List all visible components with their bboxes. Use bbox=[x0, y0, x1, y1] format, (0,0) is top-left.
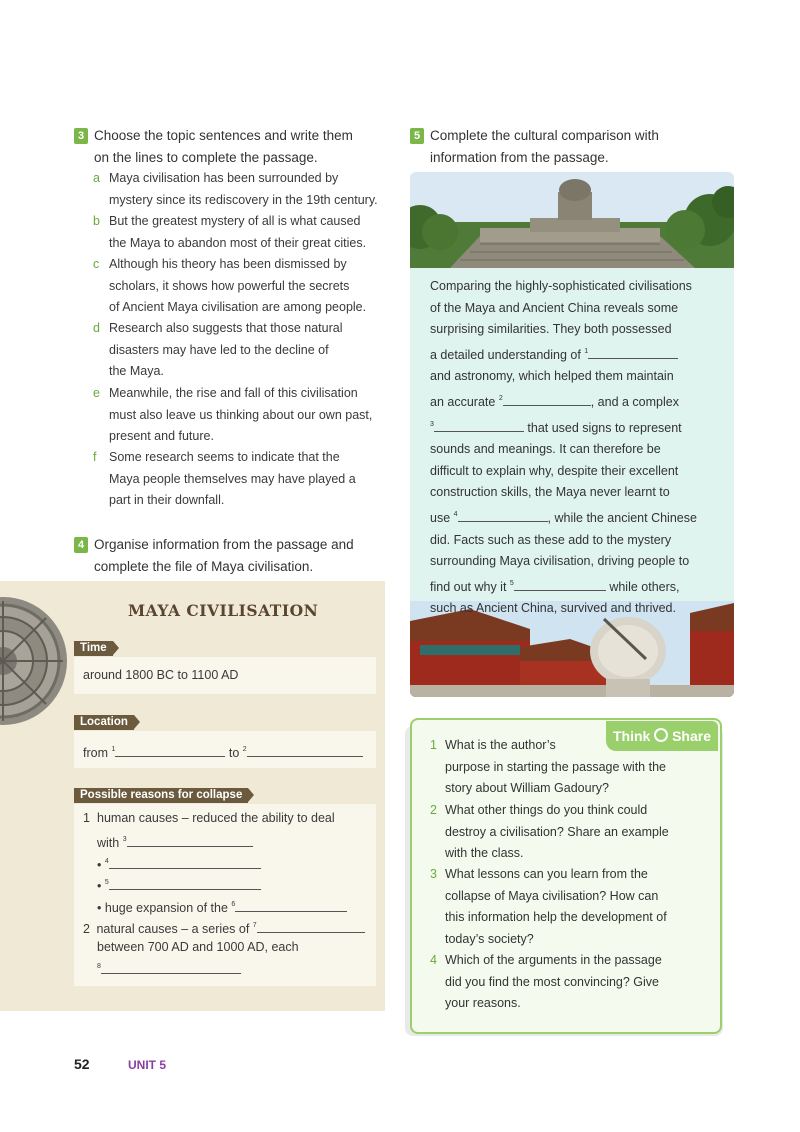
title-line: complete the file of Maya civilisation. bbox=[94, 558, 314, 574]
passage-line: construction skills, the Maya never learnt to bbox=[430, 485, 670, 500]
think-question-1 bbox=[430, 735, 715, 800]
blank-number: 5 bbox=[509, 579, 514, 587]
question-line: Which of the arguments in the passage bbox=[445, 953, 662, 967]
option-line: the Maya to abandon most of their great cities. bbox=[109, 235, 367, 250]
think-label: Think bbox=[612, 728, 651, 744]
blank-5[interactable] bbox=[109, 875, 261, 890]
option-line: Although his theory has been dismissed by bbox=[109, 257, 347, 271]
blank-number: 1 bbox=[111, 746, 116, 753]
blank-8[interactable] bbox=[101, 959, 241, 974]
passage-text: , while the ancient Chinese bbox=[547, 510, 697, 525]
passage-line-11 bbox=[430, 504, 720, 530]
passage-text: that used signs to represent bbox=[527, 420, 682, 435]
think-question-3 bbox=[430, 864, 715, 950]
option-b bbox=[93, 211, 367, 254]
question-line: with the class. bbox=[445, 846, 524, 861]
passage-line: did. Facts such as these add to the mystery bbox=[430, 532, 672, 547]
option-letter: b bbox=[93, 214, 100, 228]
unit-label: UNIT 5 bbox=[128, 1058, 167, 1072]
blank-number: 2 bbox=[498, 394, 503, 402]
blank-number: 4 bbox=[104, 858, 109, 865]
blank-number: 8 bbox=[97, 963, 101, 970]
option-line: Maya civilisation has been surrounded by bbox=[109, 171, 339, 185]
option-line: part in their downfall. bbox=[109, 493, 225, 507]
option-line: Maya people themselves may have played a bbox=[109, 471, 356, 486]
option-e bbox=[93, 383, 373, 448]
reason-2-line-2: between 700 AD and 1000 AD, each bbox=[97, 940, 299, 954]
question-number: 3 bbox=[430, 867, 437, 881]
passage-line: Comparing the highly-sophisticated civilisations bbox=[430, 279, 692, 293]
question-line: did you find the most convincing? Give bbox=[445, 974, 660, 989]
passage-line: and astronomy, which helped them maintain bbox=[430, 369, 674, 384]
option-letter: d bbox=[93, 321, 100, 335]
option-letter: c bbox=[93, 257, 100, 271]
passage-text: a detailed understanding of bbox=[430, 347, 581, 362]
reason-number: 2 bbox=[83, 922, 90, 936]
passage-text: , and a complex bbox=[590, 394, 679, 409]
bullet-text: huge expansion of the bbox=[104, 901, 228, 915]
option-line: Meanwhile, the rise and fall of this civilisation bbox=[109, 386, 358, 400]
question-number: 4 bbox=[430, 953, 437, 967]
option-c bbox=[93, 254, 367, 319]
blank-number: 5 bbox=[104, 879, 109, 886]
question-line: today’s society? bbox=[445, 931, 534, 946]
question-line: this information help the development of bbox=[445, 910, 667, 925]
blank-number: 7 bbox=[252, 922, 257, 929]
reason-1 bbox=[83, 808, 335, 830]
title-line: Organise information from the passage and bbox=[94, 537, 354, 552]
file-title: MAYA CIVILISATION bbox=[128, 601, 319, 620]
bullet-icon: • bbox=[97, 901, 102, 915]
passage-line-4 bbox=[430, 341, 720, 367]
with-label: with bbox=[97, 836, 120, 850]
to-label: to bbox=[228, 746, 240, 760]
option-letter: e bbox=[93, 386, 100, 400]
passage-blank-1[interactable] bbox=[588, 344, 678, 359]
reason-number: 1 bbox=[83, 811, 90, 825]
blank-number: 6 bbox=[231, 901, 236, 908]
location-tag: Location bbox=[74, 715, 134, 730]
passage-line: sounds and meanings. It can therefore be bbox=[430, 442, 661, 457]
blank-number: 3 bbox=[430, 420, 434, 428]
question-line: collapse of Maya civilisation? How can bbox=[445, 888, 659, 903]
passage-line-6 bbox=[430, 388, 720, 414]
exercise-3-title bbox=[94, 125, 353, 168]
exercise-4-title bbox=[94, 534, 354, 577]
passage-text: find out why it bbox=[430, 579, 507, 594]
blank-number: 3 bbox=[122, 836, 127, 843]
passage-text: an accurate bbox=[430, 394, 496, 409]
option-a bbox=[93, 168, 378, 211]
passage-blank-3[interactable] bbox=[434, 417, 524, 432]
option-letter: a bbox=[93, 171, 100, 185]
think-question-4 bbox=[430, 950, 715, 1015]
blank-number: 2 bbox=[242, 746, 247, 753]
question-number: 1 bbox=[430, 738, 437, 752]
reason-text: natural causes – a series of bbox=[96, 922, 250, 936]
passage-line: surprising similarities. They both possessed bbox=[430, 322, 672, 337]
title-line: on the lines to complete the passage. bbox=[94, 149, 318, 165]
question-line: What is the author’s bbox=[445, 738, 556, 752]
question-line: destroy a civilisation? Share an example bbox=[445, 824, 669, 839]
passage-line-7 bbox=[430, 414, 720, 440]
passage-line: difficult to explain why, despite their excellent bbox=[430, 463, 679, 478]
question-number: 2 bbox=[430, 803, 437, 817]
comparison-passage bbox=[430, 276, 720, 620]
option-line: disasters may have led to the decline of bbox=[109, 342, 329, 357]
passage-line-14 bbox=[430, 573, 720, 599]
exercise-5-badge: 5 bbox=[410, 128, 424, 144]
question-line: What other things do you think could bbox=[445, 803, 648, 817]
option-line: present and future. bbox=[109, 429, 214, 443]
blank-1[interactable] bbox=[115, 742, 225, 757]
reasons-tag: Possible reasons for collapse bbox=[74, 788, 248, 803]
bullet-icon: • bbox=[97, 879, 102, 893]
blank-number: 4 bbox=[453, 510, 458, 518]
blank-3[interactable] bbox=[127, 832, 253, 847]
blank-2[interactable] bbox=[247, 742, 363, 757]
question-line: What lessons can you learn from the bbox=[445, 867, 648, 881]
option-line: Some research seems to indicate that the bbox=[109, 450, 340, 464]
bullet-icon: • bbox=[97, 858, 102, 872]
exercise-3-badge: 3 bbox=[74, 128, 88, 144]
maya-observatory-photo bbox=[410, 172, 734, 268]
share-label: Share bbox=[672, 728, 712, 744]
passage-text: while others, bbox=[609, 579, 680, 594]
time-tag: Time bbox=[74, 641, 113, 656]
time-value: around 1800 BC to 1100 AD bbox=[83, 668, 239, 682]
location-line bbox=[83, 739, 363, 765]
question-line: story about William Gadoury? bbox=[445, 781, 609, 796]
blank-number: 1 bbox=[584, 347, 589, 355]
option-line: mystery since its rediscovery in the 19th century. bbox=[109, 192, 378, 207]
think-question-2 bbox=[430, 800, 715, 865]
option-letter: f bbox=[93, 450, 97, 464]
from-label: from bbox=[83, 746, 108, 760]
option-line: the Maya. bbox=[109, 364, 164, 378]
reason-text: human causes – reduced the ability to deal bbox=[97, 811, 335, 825]
exercise-4-badge: 4 bbox=[74, 537, 88, 553]
question-line: your reasons. bbox=[445, 996, 521, 1011]
title-line: Complete the cultural comparison with bbox=[430, 128, 659, 143]
stone-calendar-image bbox=[0, 596, 68, 726]
option-line: of Ancient Maya civilisation are among people. bbox=[109, 300, 367, 314]
passage-text: use bbox=[430, 510, 451, 525]
passage-blank-4[interactable] bbox=[458, 507, 548, 522]
passage-line: such as Ancient China, survived and thrived. bbox=[430, 601, 676, 616]
title-line: information from the passage. bbox=[430, 149, 609, 165]
blank-4[interactable] bbox=[109, 854, 261, 869]
reason-2-line-3 bbox=[97, 956, 241, 982]
blank-7[interactable] bbox=[257, 918, 365, 933]
option-line: scholars, it shows how powerful the secrets bbox=[109, 278, 350, 293]
option-line: But the greatest mystery of all is what caused bbox=[109, 214, 361, 228]
passage-blank-5[interactable] bbox=[514, 576, 606, 591]
option-line: must also leave us thinking about our own past, bbox=[109, 407, 373, 422]
exercise-5-title bbox=[430, 125, 659, 168]
page-number: 52 bbox=[74, 1056, 90, 1072]
option-d bbox=[93, 318, 343, 383]
blank-6[interactable] bbox=[235, 897, 347, 912]
question-line: purpose in starting the passage with the bbox=[445, 759, 666, 774]
title-line: Choose the topic sentences and write them bbox=[94, 128, 353, 143]
option-line: Research also suggests that those natural bbox=[109, 321, 343, 335]
passage-line: surrounding Maya civilisation, driving people to bbox=[430, 554, 690, 569]
passage-blank-2[interactable] bbox=[503, 391, 591, 406]
passage-line: of the Maya and Ancient China reveals some bbox=[430, 300, 679, 315]
option-f bbox=[93, 447, 356, 512]
